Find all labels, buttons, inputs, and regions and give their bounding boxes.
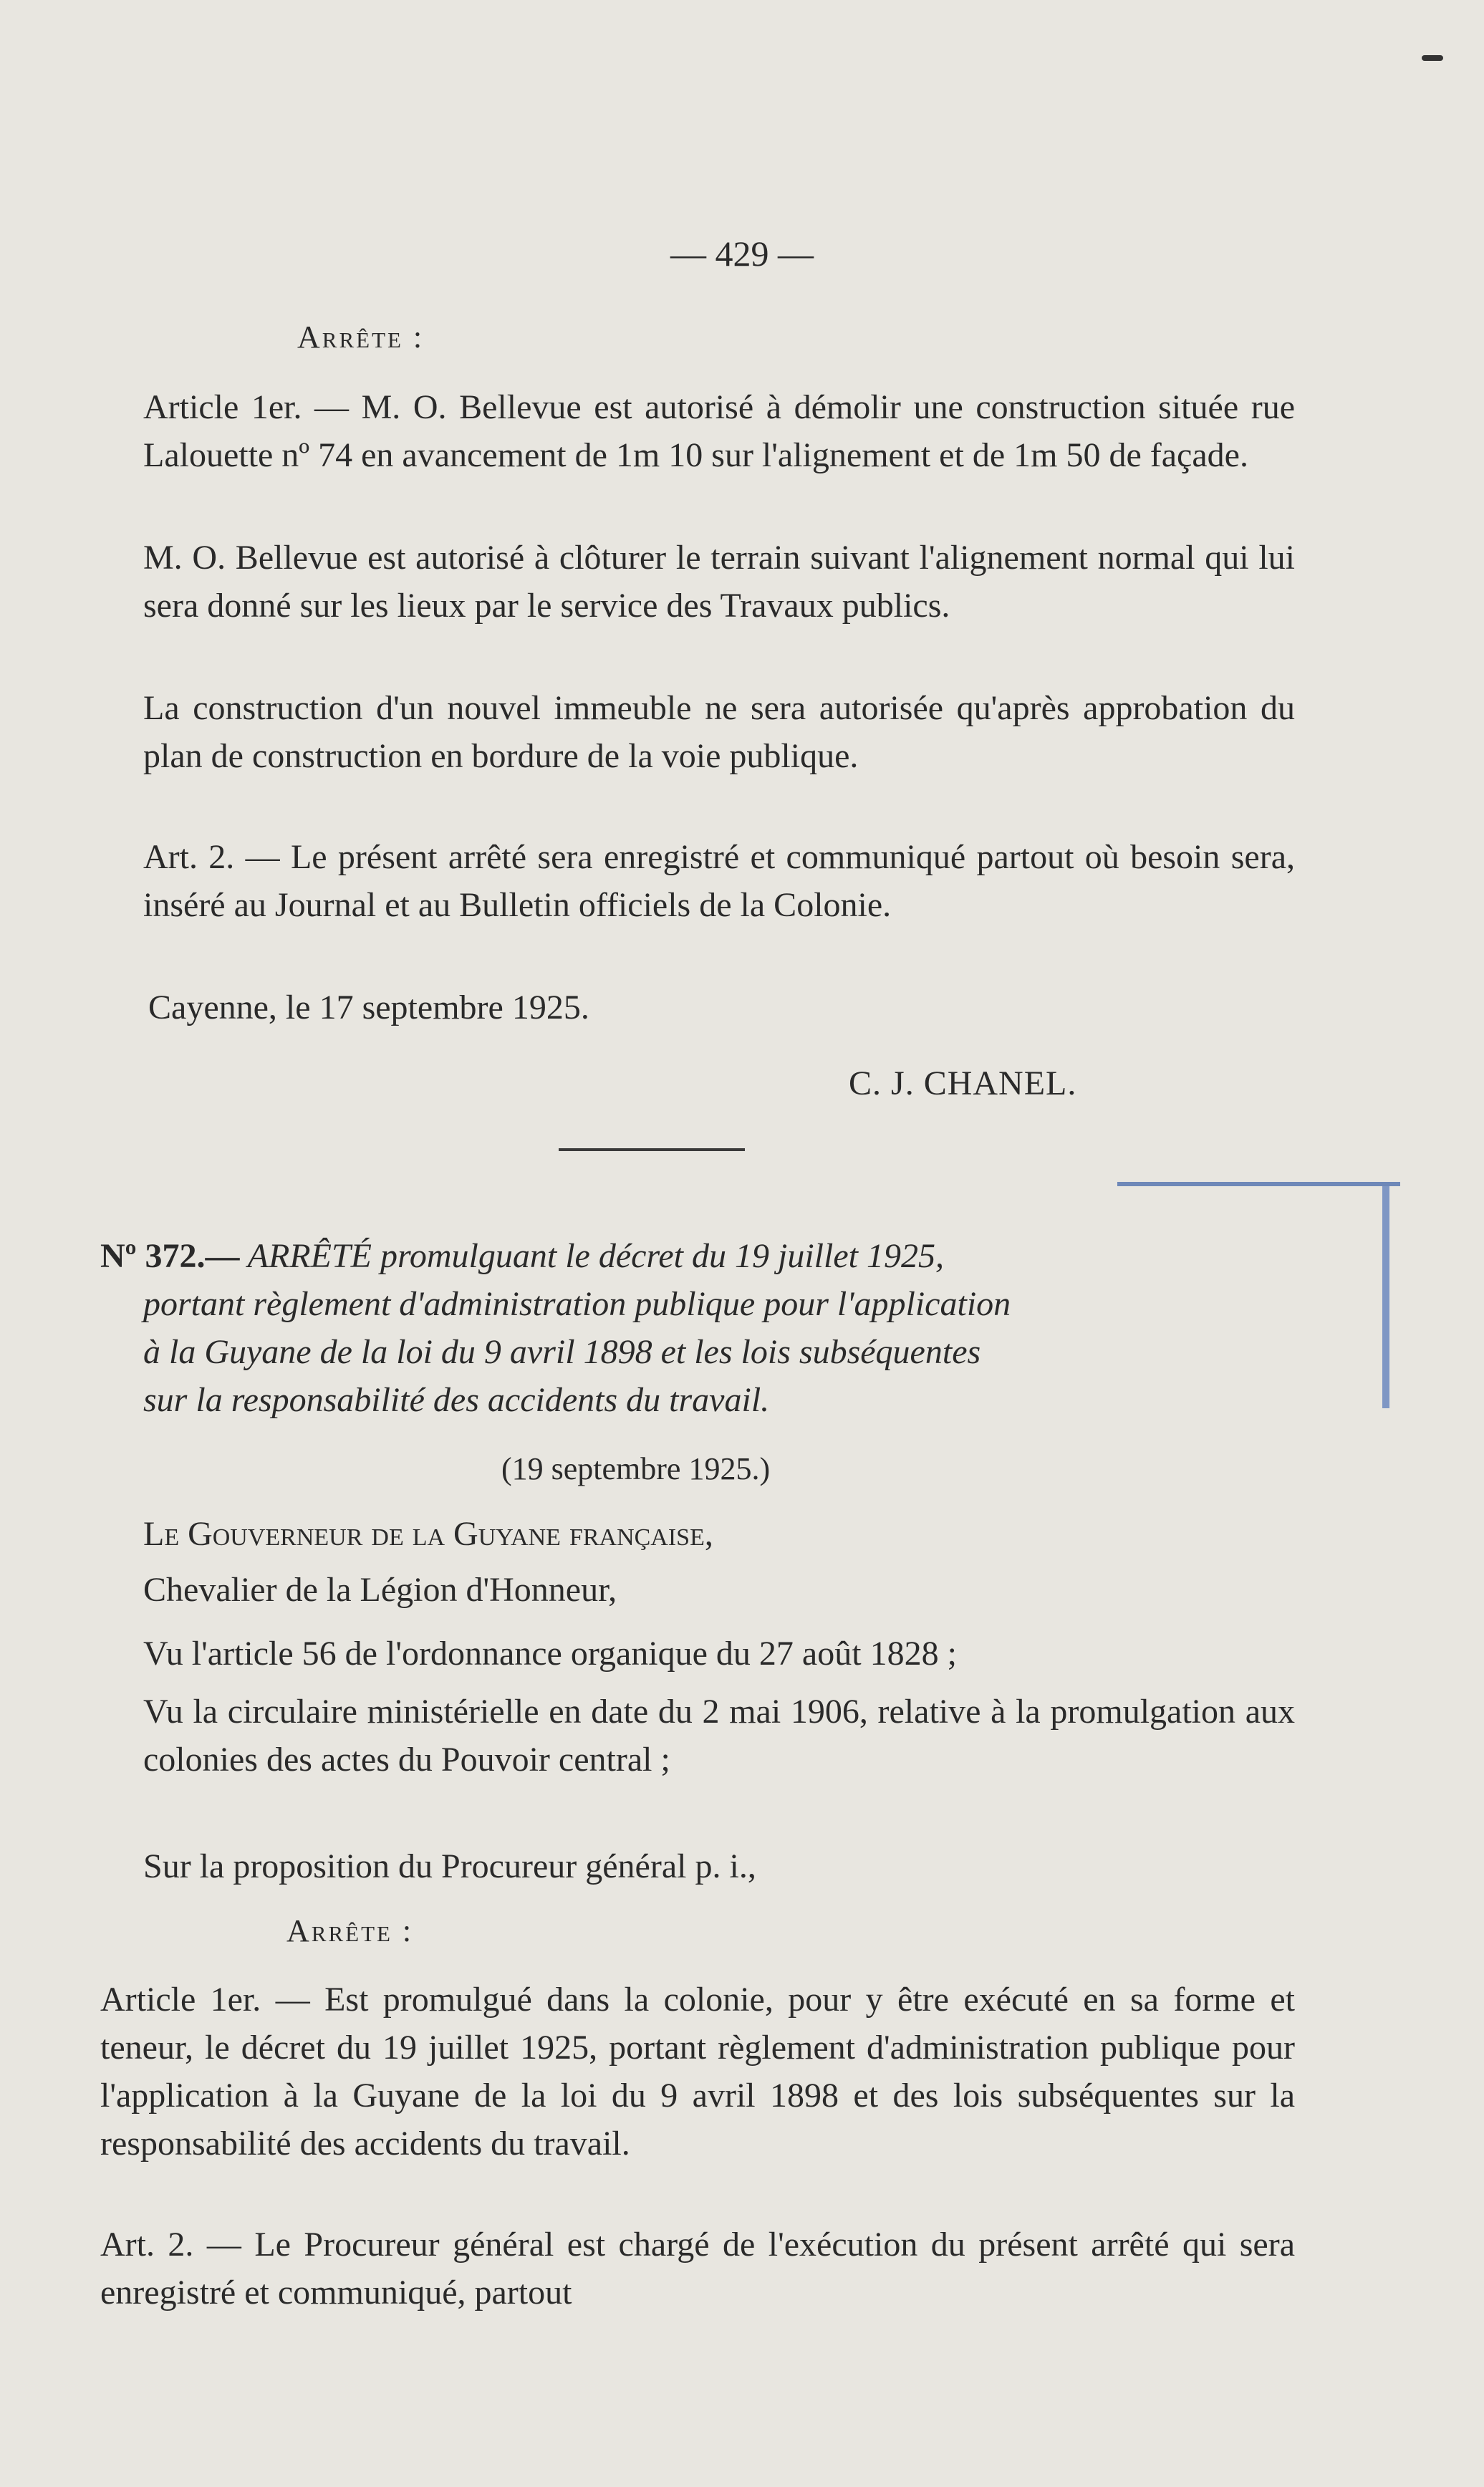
ink-mark <box>1422 55 1443 61</box>
cloture-paragraph: M. O. Bellevue est autorisé à clôturer le terrain suivant l'alignement normal qui lui sera donné sur les lieux par le service des Travaux publics. <box>143 539 1295 625</box>
article-2-paragraph: Art. 2. — Le présent arrêté sera enregistré et communiqué partout où besoin sera, inséré au Journal et au Bulletin officiels de la Colonie. <box>143 838 1295 924</box>
section-divider <box>559 1148 745 1151</box>
decree-title-text-1: ARRÊTÉ promulguant le décret du 19 juillet 1925, <box>247 1237 944 1275</box>
decree-title-line-3: à la Guyane de la loi du 9 avril 1898 et les lois subséquentes <box>143 1333 981 1371</box>
signature: C. J. CHANEL. <box>849 1064 1077 1102</box>
vu-circulaire: Vu la circulaire ministérielle en date du 2 mai 1906, relative à la promulgation aux colonies des actes du Pouvoir central ; <box>143 1693 1295 1779</box>
article-1-paragraph: Article 1er. — M. O. Bellevue est autorisé à démolir une construction située rue Lalouette nº 74 en avancement de 1m 10 sur l'alignement et de 1m 50 de façade. <box>143 388 1295 474</box>
arrete-label: Arrête : <box>297 319 425 355</box>
blue-pencil-margin-mark <box>1382 1186 1389 1408</box>
page-number: — 429 — <box>670 234 814 274</box>
construction-paragraph: La construction d'un nouvel immeuble ne sera autorisée qu'après approbation du plan de construction en bordure de la voie publique. <box>143 689 1295 775</box>
article-2-execution: Art. 2. — Le Procureur général est chargé de l'exécution du présent arrêté qui sera enregistré et communiqué, partout <box>100 2226 1295 2312</box>
decree-title-line-2: portant règlement d'administration publique pour l'application <box>143 1285 1011 1323</box>
blue-pencil-mark <box>1117 1182 1400 1186</box>
article-1-promulgation: Article 1er. — Est promulgué dans la colonie, pour y être exécuté en sa forme et teneur, le décret du 19 juillet 1925, portant règlement d'administration publique pour l'application à la Guyane de la loi du 9 avril 1898 et des lois subséquentes sur la responsabilité des accidents du travail. <box>100 1981 1295 2163</box>
heading-arrete-2 <box>143 1913 1295 1949</box>
decree-title-line-1 <box>100 1232 1304 1280</box>
decree-date: (19 septembre 1925.) <box>501 1451 771 1486</box>
arrete-label-2: Arrête : <box>286 1913 414 1948</box>
vu-ordonnance: Vu l'article 56 de l'ordonnance organique du 27 août 1828 ; <box>143 1635 957 1673</box>
decree-title-line-4: sur la responsabilité des accidents du travail. <box>143 1381 770 1419</box>
decree-title-block <box>100 1232 1304 1424</box>
heading-arrete <box>143 319 1295 355</box>
decree-number: Nº 372.— <box>100 1237 240 1275</box>
chevalier-line: Chevalier de la Légion d'Honneur, <box>143 1571 617 1609</box>
governor-line: Le Gouverneur de la Guyane française, <box>143 1515 713 1553</box>
place-date: Cayenne, le 17 septembre 1925. <box>148 988 589 1026</box>
sur-proposition: Sur la proposition du Procureur général p. i., <box>143 1847 756 1885</box>
